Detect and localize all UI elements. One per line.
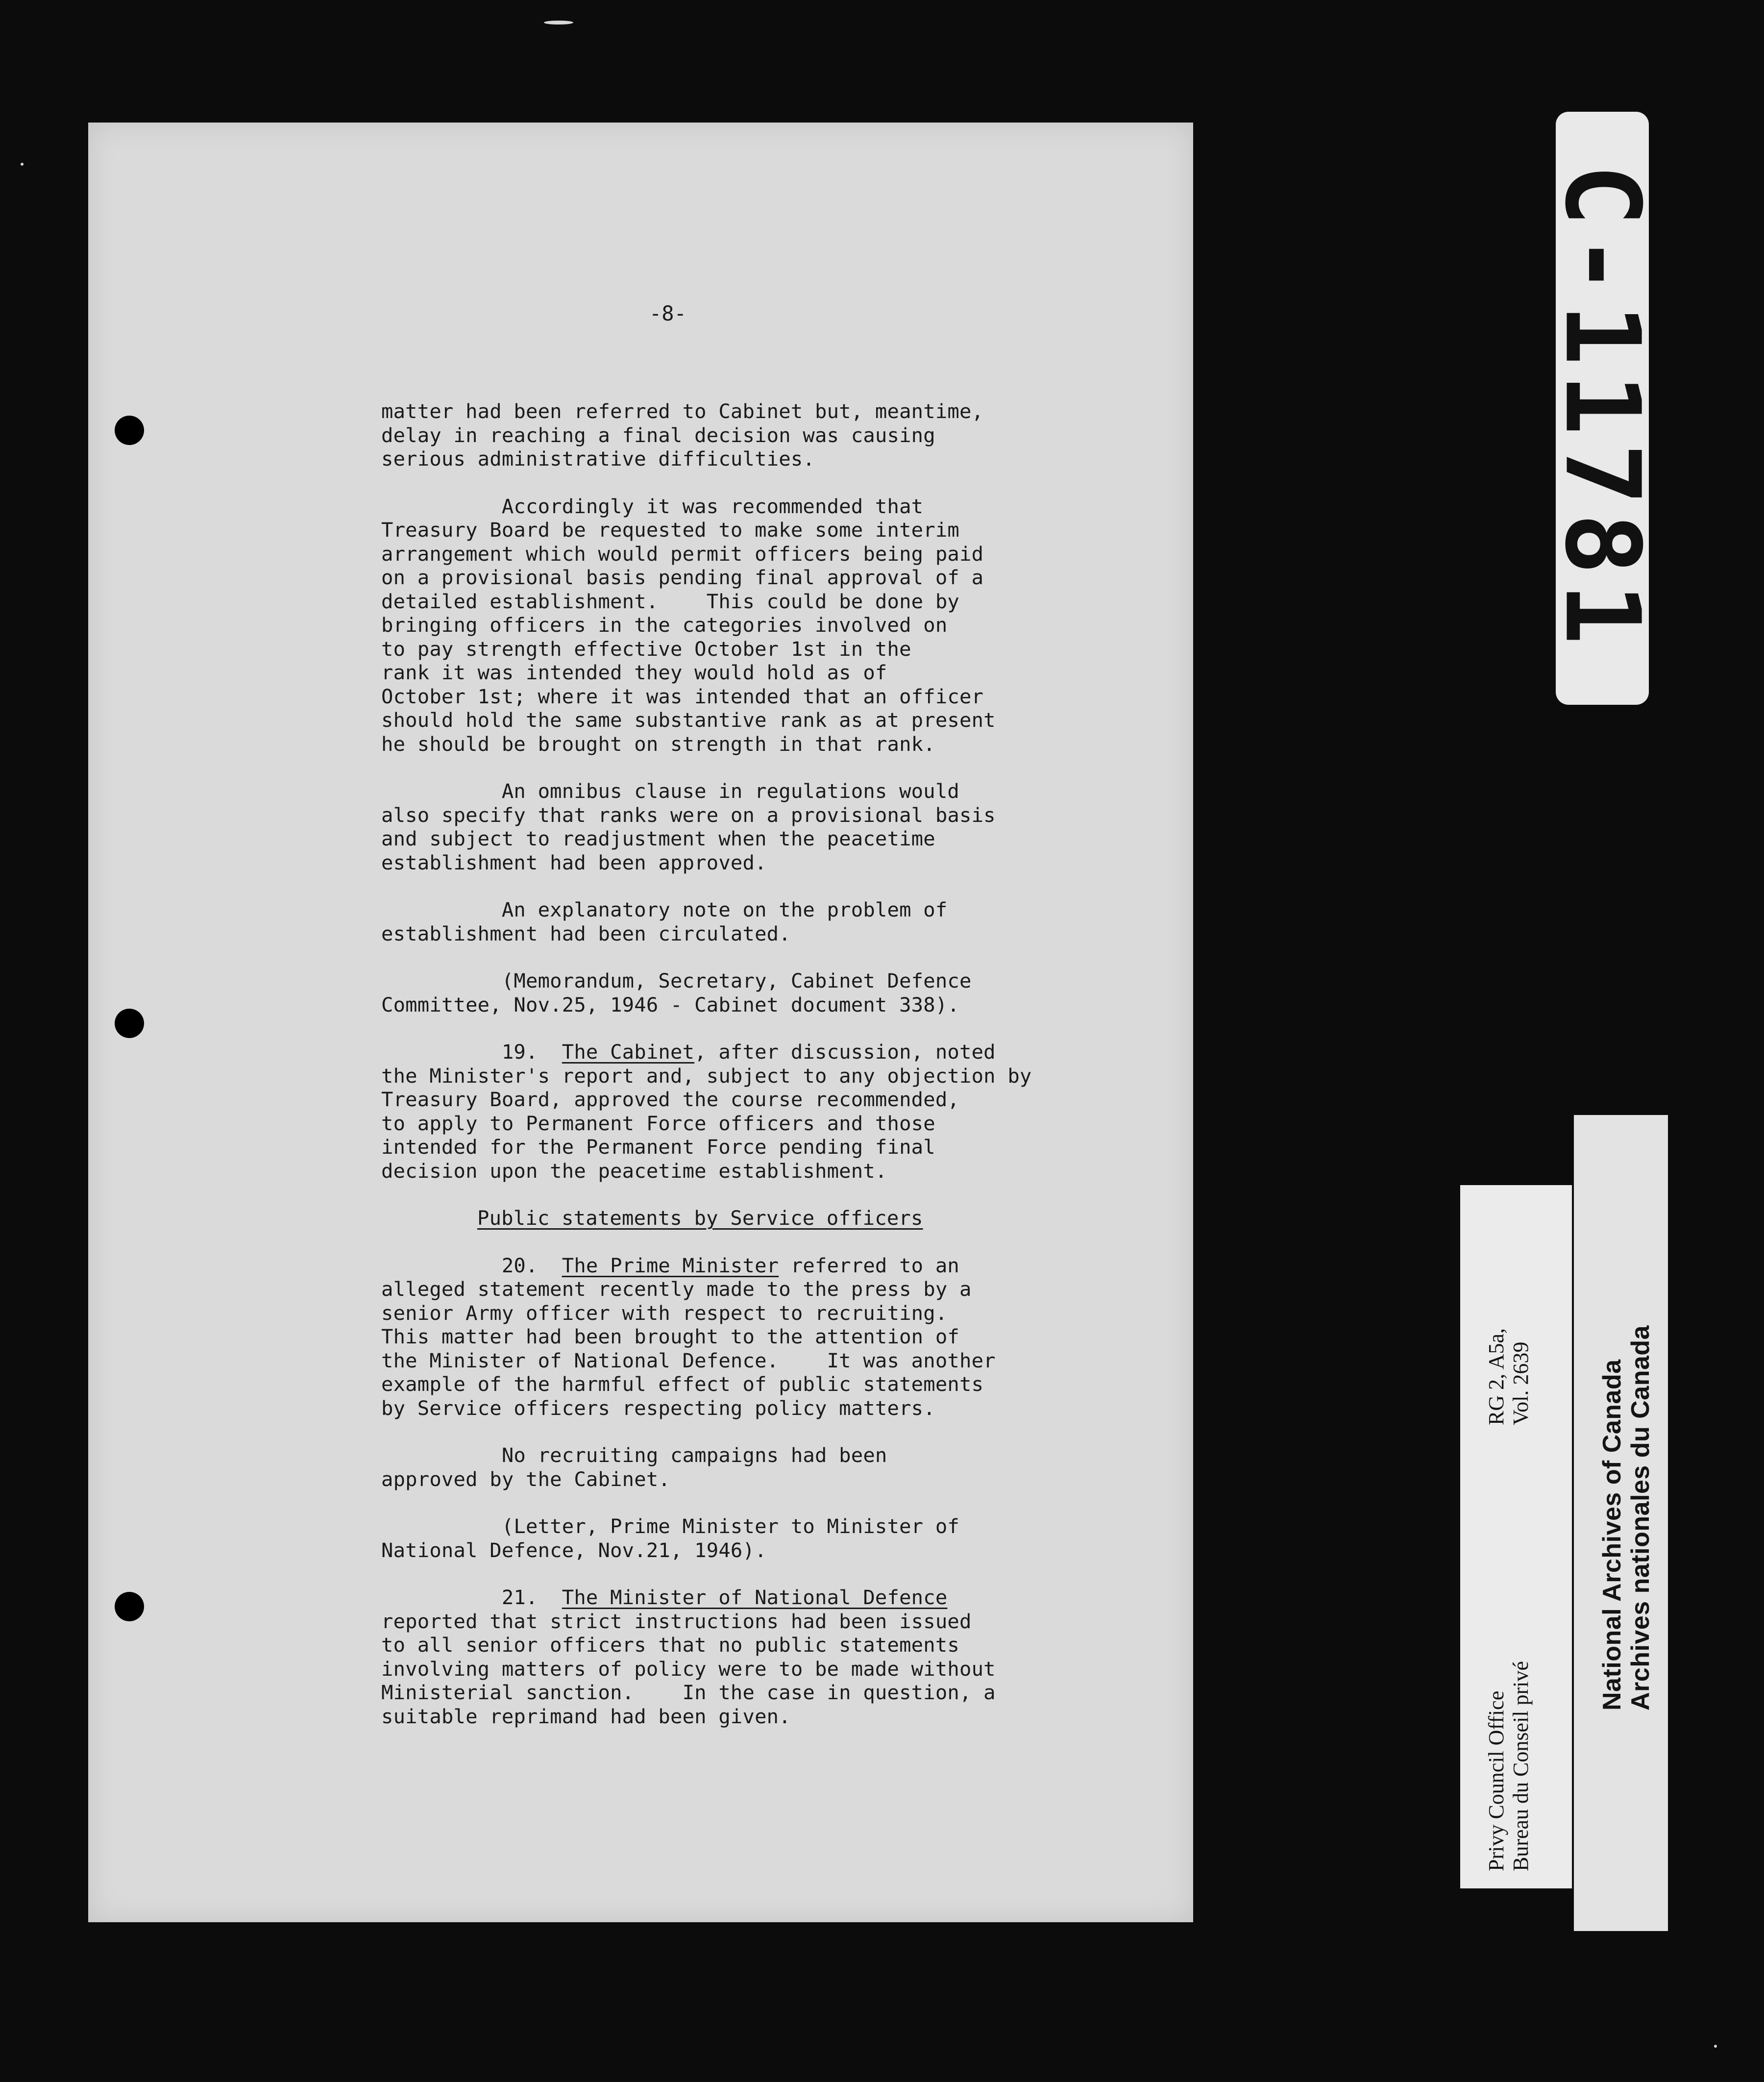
record-group: RG 2, A5a, (1484, 1328, 1508, 1425)
source-line-2: Bureau du Conseil privé (1509, 1661, 1533, 1871)
paragraph: matter had been referred to Cabinet but, meantime, delay in reaching a final decision was causing serious administrative difficulties. (381, 399, 984, 471)
punch-hole-middle (115, 1009, 144, 1038)
paragraph: No recruiting campaigns had been approved by the Cabinet. (381, 1443, 887, 1491)
volume: Vol. 2639 (1509, 1341, 1533, 1425)
punch-hole-bottom (115, 1592, 144, 1621)
document-page (88, 123, 1193, 1922)
source-label-card (1460, 1185, 1572, 1888)
film-dust (21, 163, 24, 166)
paragraph: An explanatory note on the problem of establishment had been circulated. (381, 898, 948, 945)
film-dust (1714, 2045, 1717, 2048)
film-scratch (544, 21, 573, 25)
paragraph: Accordingly it was recommended that Treasury Board be requested to make some interim arrangement which would permit officers being paid on a provisional basis pending final approval of a detailed establishment. This could be done by bringing officers in the categories involved on to pay strength effective October 1st in the rank it was intended they would hold as of October 1st; where it was intended that an officer should hold the same substantive rank as at present he should be brought on strength in that rank. (381, 494, 996, 756)
item-19: 19. The Cabinet, after discussion, noted the Minister's report and, subject to any objection by Treasury Board, approved the course recommended, to apply to Permanent Force officers and those intended for the Permanent Force pending final decision upon the peacetime establishment. (381, 1040, 1032, 1183)
frame-number: C-11781 (1542, 164, 1663, 653)
paragraph: An omnibus clause in regulations would also specify that ranks were on a provisional basis and subject to readjustment when the peacetime establishment had been approved. (381, 779, 996, 874)
frame-number-card (1542, 112, 1663, 705)
item-subject: The Cabinet (562, 1040, 695, 1064)
archive-name-en: National Archives of Canada (1598, 1359, 1626, 1710)
item-21: 21. The Minister of National Defence reported that strict instructions had been issued to all senior officers that no public statements involving matters of policy were to be made without Ministerial sanction. In the case in question, a suitable reprimand had been given. (381, 1586, 996, 1728)
paragraph: (Letter, Prime Minister to Minister of National Defence, Nov.21, 1946). (381, 1514, 959, 1562)
section-heading: Public statements by Service officers (477, 1206, 923, 1230)
typed-text (381, 399, 1195, 1752)
punch-hole-top (115, 416, 144, 445)
archive-name-fr: Archives nationales du Canada (1626, 1325, 1655, 1710)
archive-label-card (1574, 1115, 1668, 1931)
page-number: -8- (649, 301, 686, 325)
item-subject: The Minister of National Defence (562, 1586, 948, 1609)
item-20: 20. The Prime Minister referred to an alleged statement recently made to the press by a senior Army officer with respect to recruiting. This matter had been brought to the attention of the Minister of National Defence. It was another example of the harmful effect of public statements by Service officers respecting policy matters. (381, 1253, 996, 1420)
item-subject: The Prime Minister (562, 1253, 779, 1277)
paragraph: (Memorandum, Secretary, Cabinet Defence Committee, Nov.25, 1946 - Cabinet document 338). (381, 969, 972, 1016)
source-line-1: Privy Council Office (1484, 1690, 1508, 1871)
